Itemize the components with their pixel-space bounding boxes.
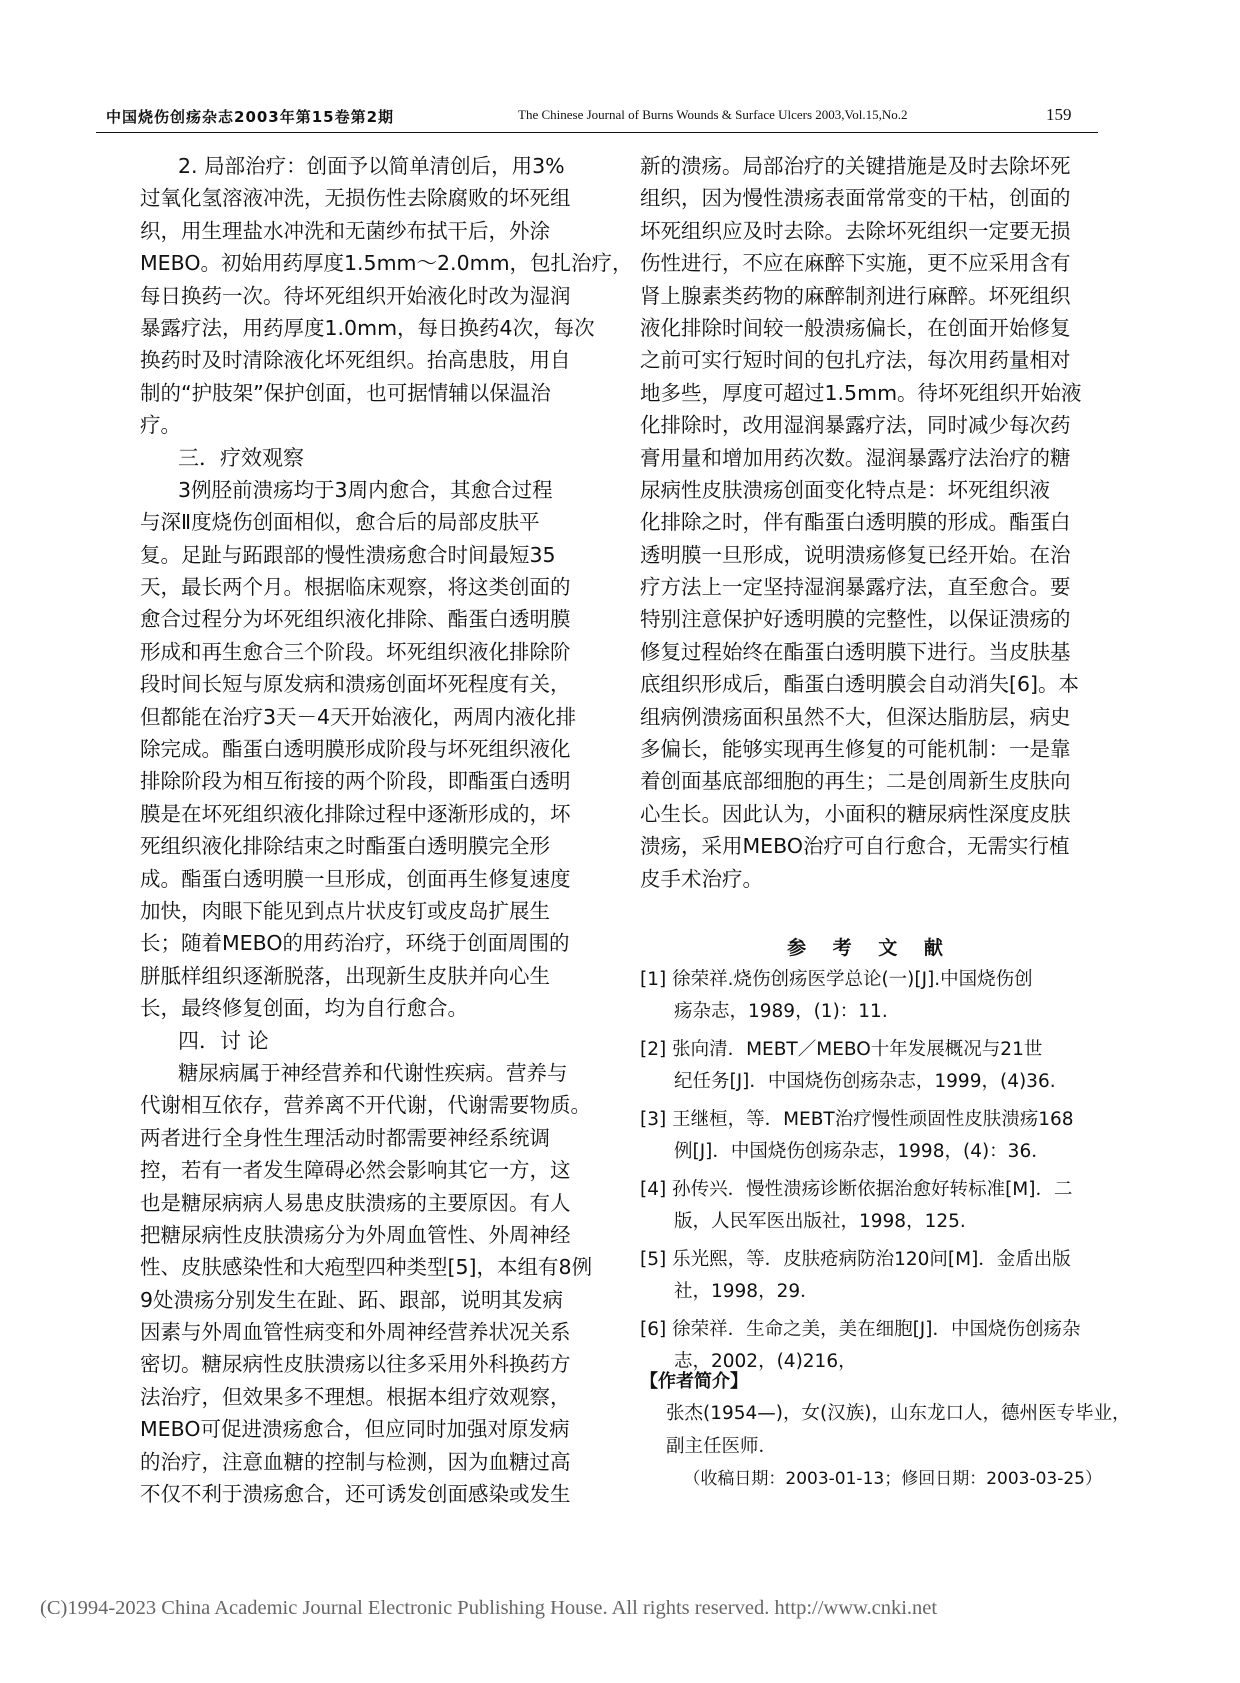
- author-info-line: 副主任医师．: [666, 1436, 778, 1457]
- reference-line: 例[J]．中国烧伤创疡杂志，1998，(4)：36．: [674, 1141, 1050, 1162]
- text-line: 换药时及时清除液化坏死组织。抬高患肢，用自: [140, 348, 571, 373]
- text-line: 性、皮肤感染性和大疱型四种类型[5]，本组有8例: [140, 1255, 593, 1280]
- text-line: 但都能在治疗3天－4天开始液化，两周内液化排: [140, 704, 577, 729]
- reference-line: [2] 张向清．MEBT／MEBO十年发展概况与21世: [640, 1039, 1043, 1060]
- text-line: 制的“护肢架”保护创面，也可据情辅以保温治: [140, 380, 551, 405]
- text-line: 伤性进行，不应在麻醉下实施，更不应采用含有: [640, 251, 1071, 276]
- text-line: 也是糖尿病病人易患皮肤溃疡的主要原因。有人: [140, 1190, 571, 1215]
- text-line: 组织，因为慢性溃疡表面常常变的干枯，创面的: [640, 186, 1071, 211]
- text-line: 因素与外周血管性病变和外周神经营养状况关系: [140, 1320, 571, 1345]
- references-title: 参 考 文 献: [787, 937, 953, 959]
- text-line: 天，最长两个月。根据临床观察，将这类创面的: [140, 575, 571, 600]
- text-line: 两者进行全身性生理活动时都需要神经系统调: [140, 1125, 550, 1150]
- reference-line: 纪任务[J]．中国烧伤创疡杂志，1999，(4)36.: [674, 1071, 1056, 1092]
- text-line: 底组织形成后，酯蛋白透明膜会自动消失[6]。本: [640, 672, 1080, 697]
- author-info: [640, 1367, 1131, 1496]
- text-line: 把糖尿病性皮肤溃疡分为外周血管性、外周神经: [140, 1222, 571, 1247]
- section-heading: 四．讨 论: [178, 1028, 269, 1053]
- text-line: MEBO。初始用药厚度1.5mm～2.0mm，包扎治疗，: [140, 251, 633, 276]
- reference-line: 志，2002，(4)216，: [674, 1351, 857, 1372]
- text-line: 的治疗，注意血糖的控制与检测，因为血糖过高: [140, 1449, 571, 1474]
- text-line: 溃疡，采用MEBO治疗可自行愈合，无需实行植: [640, 834, 1070, 859]
- text-line: 修复过程始终在酯蛋白透明膜下进行。当皮肤基: [640, 639, 1071, 664]
- reference-item: [640, 1244, 1110, 1308]
- text-line: 地多些，厚度可超过1.5mm。待坏死组织开始液: [640, 380, 1082, 405]
- text-line: 密切。糖尿病性皮肤溃疡以往多采用外科换药方: [140, 1352, 571, 1377]
- text-line: 液化排除时间较一般溃疡偏长，在创面开始修复: [640, 315, 1071, 340]
- header-rule: [96, 132, 1098, 133]
- section-heading: 三．疗效观察: [178, 445, 304, 470]
- reference-item: [640, 964, 1110, 1028]
- text-line: 段时间长短与原发病和溃疡创面坏死程度有关，: [140, 672, 571, 697]
- text-line: 除完成。酯蛋白透明膜形成阶段与坏死组织液化: [140, 737, 571, 762]
- author-info-title: 【作者简介】: [640, 1371, 748, 1392]
- text-line: 代谢相互依存，营养离不开代谢，代谢需要物质。: [140, 1093, 591, 1118]
- text-line: 糖尿病属于神经营养和代谢性疾病。营养与: [178, 1060, 568, 1085]
- text-line: 死组织液化排除结束之时酯蛋白透明膜完全形: [140, 834, 550, 859]
- left-column: [140, 150, 633, 1510]
- reference-line: [5] 乐光熙，等．皮肤疮病防治120问[M]．金盾出版: [640, 1249, 1071, 1270]
- text-line: 化排除之时，伴有酯蛋白透明膜的形成。酯蛋白: [640, 510, 1071, 535]
- text-line: 组病例溃疡面积虽然不大，但深达脂肪层，病史: [640, 704, 1071, 729]
- reference-line: [3] 王继桓，等．MEBT治疗慢性顽固性皮肤溃疡168: [640, 1109, 1074, 1130]
- text-line: 3例胫前溃疡均于3周内愈合，其愈合过程: [178, 477, 553, 502]
- journal-title-cn: 中国烧伤创疡杂志2003年第15卷第2期: [106, 108, 395, 126]
- text-line: 复。足趾与跖跟部的慢性溃疡愈合时间最短35: [140, 542, 556, 567]
- text-line: MEBO可促进溃疡愈合，但应同时加强对原发病: [140, 1417, 570, 1442]
- text-line: 2. 局部治疗：创面予以简单清创后，用3%: [178, 154, 565, 178]
- reference-line: [4] 孙传兴．慢性溃疡诊断依据治愈好转标准[M]．二: [640, 1179, 1073, 1200]
- text-line: 排除阶段为相互衔接的两个阶段，即酯蛋白透明: [140, 769, 571, 794]
- text-line: 长，最终修复创面，均为自行愈合。: [140, 996, 468, 1021]
- text-line: 法治疗，但效果多不理想。根据本组疗效观察，: [140, 1384, 571, 1409]
- text-line: 疗方法上一定坚持湿润暴露疗法，直至愈合。要: [640, 575, 1071, 600]
- right-column: [640, 150, 1100, 895]
- text-line: 多偏长，能够实现再生修复的可能机制：一是靠: [640, 737, 1071, 762]
- journal-title-en: The Chinese Journal of Burns Wounds & Surface Ulcers 2003,Vol.15,No.2: [518, 107, 908, 122]
- text-line: 成。酯蛋白透明膜一旦形成，创面再生修复速度: [140, 866, 571, 891]
- running-header: [96, 102, 1096, 136]
- page-number: 159: [1046, 105, 1072, 124]
- received-dates: （收稿日期：2003-01-13；修回日期：2003-03-25）: [683, 1469, 1102, 1489]
- text-line: 膏用量和增加用药次数。湿润暴露疗法治疗的糖: [640, 445, 1071, 470]
- text-line: 尿病性皮肤溃疡创面变化特点是：坏死组织液: [640, 477, 1050, 502]
- text-line: 胼胝样组织逐渐脱落，出现新生皮肤并向心生: [140, 963, 550, 988]
- text-line: 新的溃疡。局部治疗的关键措施是及时去除坏死: [640, 154, 1071, 178]
- text-line: 过氧化氢溶液冲洗，无损伤性去除腐败的坏死组: [140, 186, 571, 211]
- reference-item: [640, 1174, 1110, 1238]
- reference-item: [640, 1104, 1110, 1168]
- text-line: 着创面基底部细胞的再生；二是创周新生皮肤向: [640, 769, 1071, 794]
- text-line: 每日换药一次。待坏死组织开始液化时改为湿润: [140, 283, 571, 308]
- text-line: 与深Ⅱ度烧伤创面相似，愈合后的局部皮肤平: [140, 510, 540, 535]
- reference-line: 社，1998，29．: [674, 1281, 819, 1302]
- text-line: 不仅不利于溃疡愈合，还可诱发创面感染或发生: [140, 1482, 571, 1507]
- text-line: 膜是在坏死组织液化排除过程中逐渐形成的，坏: [140, 801, 571, 826]
- text-line: 控，若有一者发生障碍必然会影响其它一方，这: [140, 1158, 571, 1183]
- reference-line: [6] 徐荣祥．生命之美，美在细胞[J]．中国烧伤创疡杂: [640, 1319, 1081, 1340]
- author-info-line: 张杰(1954—)，女(汉族)，山东龙口人，德州医专毕业，: [666, 1403, 1131, 1424]
- text-line: 暴露疗法，用药厚度1.0mm，每日换药4次，每次: [140, 315, 595, 340]
- text-line: 愈合过程分为坏死组织液化排除、酯蛋白透明膜: [140, 607, 571, 632]
- reference-line: 疡杂志，1989，(1)：11.: [674, 1001, 888, 1022]
- text-line: 皮手术治疗。: [640, 866, 763, 891]
- text-line: 加快，肉眼下能见到点片状皮钉或皮岛扩展生: [140, 898, 550, 923]
- text-line: 疗。: [140, 413, 181, 438]
- text-line: 长；随着MEBO的用药治疗，环绕于创面周围的: [140, 931, 570, 956]
- text-line: 心生长。因此认为，小面积的糖尿病性深度皮肤: [640, 801, 1071, 826]
- reference-line: 版，人民军医出版社，1998，125.: [674, 1211, 966, 1232]
- text-line: 之前可实行短时间的包扎疗法，每次用药量相对: [640, 348, 1071, 373]
- copyright-footer: (C)1994-2023 China Academic Journal Electronic Publishing House. All rights reserved. http://www.cnki.net: [40, 1597, 938, 1619]
- text-line: 坏死组织应及时去除。去除坏死组织一定要无损: [640, 218, 1071, 243]
- text-line: 特别注意保护好透明膜的完整性，以保证溃疡的: [640, 607, 1071, 632]
- text-line: 肾上腺素类药物的麻醉制剂进行麻醉。坏死组织: [640, 283, 1071, 308]
- references-list: [640, 964, 1110, 1384]
- reference-item: [640, 1034, 1110, 1098]
- text-line: 透明膜一旦形成，说明溃疡修复已经开始。在治: [640, 542, 1071, 567]
- text-line: 织，用生理盐水冲洗和无菌纱布拭干后，外涂: [140, 218, 550, 243]
- text-line: 化排除时，改用湿润暴露疗法，同时减少每次药: [640, 413, 1071, 438]
- reference-line: [1] 徐荣祥.烧伤创疡医学总论(一)[J].中国烧伤创: [640, 969, 1033, 990]
- text-line: 9处溃疡分别发生在趾、跖、跟部，说明其发病: [140, 1287, 564, 1312]
- text-line: 形成和再生愈合三个阶段。坏死组织液化排除阶: [140, 639, 571, 664]
